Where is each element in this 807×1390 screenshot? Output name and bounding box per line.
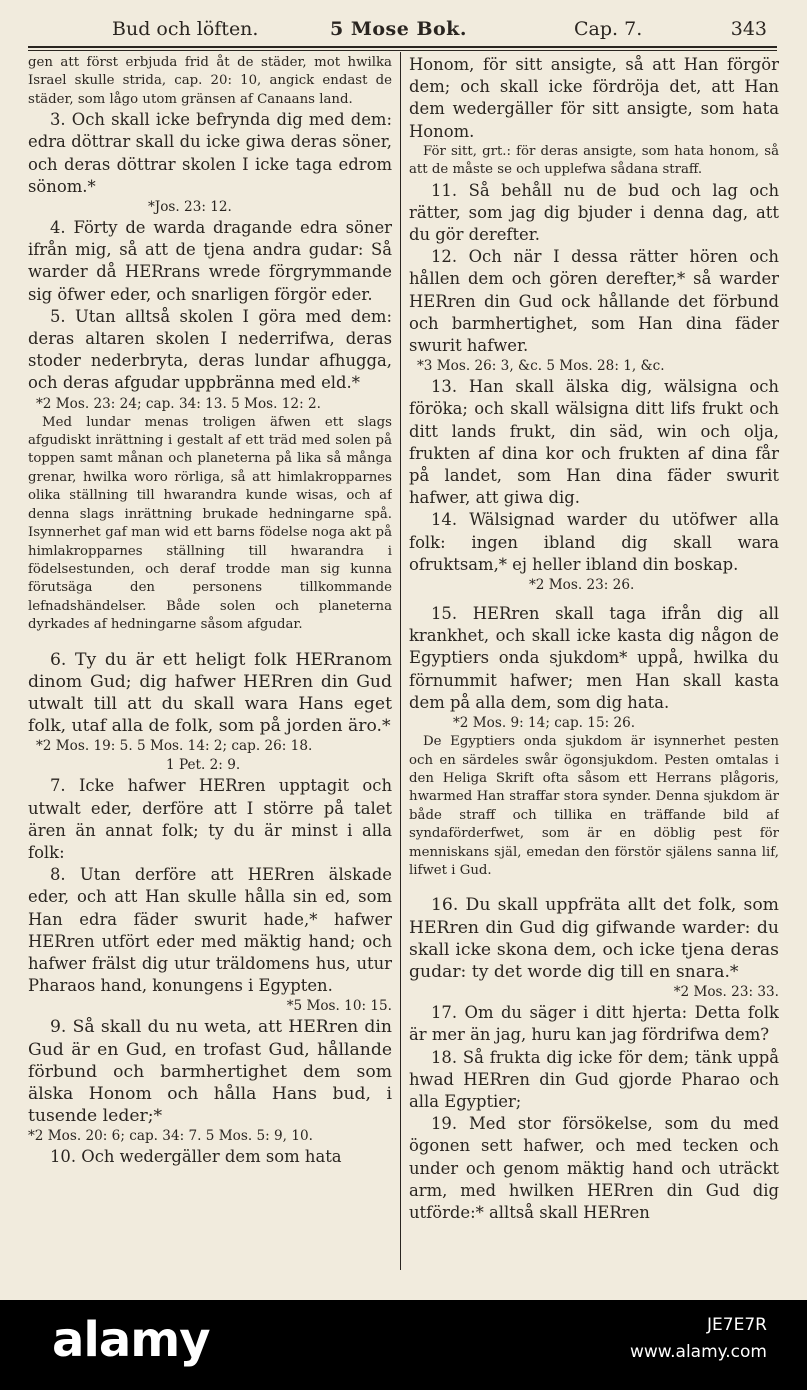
verse-11: 11. Så behåll nu de bud och lag och rätter, som jag dig bjuder i denna dag, att du gör derefter. (409, 180, 779, 245)
verse-14: 14. Wälsignad warder du utöfwer alla folk: ingen ibland dig skall wara ofruktsam,* ej heller ibland din boskap. (409, 510, 779, 574)
verse-9: 9. Så skall du nu weta, att HERren din Gud är en Gud, en trofast Gud, hållande förbund och barmhertighet dem som älska Honom och hålla Hans bud, i tusende leder;* (28, 1017, 392, 1127)
verse-16-reference: *2 Mos. 23: 33. (673, 984, 779, 1001)
verse-15-reference: *2 Mos. 9: 14; cap. 15: 26. (453, 715, 636, 732)
verse-17: 17. Om du säger i ditt hjerta: Detta folk är mer än jag, huru kan jag fördrifwa dem? (409, 1003, 779, 1045)
watermark-image-id: JE7E7R (707, 1315, 767, 1335)
header-chapter: Cap. 7. (574, 18, 643, 40)
verse-10-start: 10. Och wedergäller dem som hata (50, 1147, 342, 1167)
verse-7: 7. Icke hafwer HERren upptagit och utwalt eder, derföre att I större på talet ären än annat folk; ty du är minst i alla folk: (28, 776, 392, 862)
verse-6: 6. Ty du är ett heligt folk HERranom dinom Gud; dig hafwer HERren din Gud utwalt till att du skall wara Hans eget folk, utaf alla de folk, som på jorden äro.* (28, 649, 392, 737)
verse-12-reference: *3 Mos. 26: 3, &c. 5 Mos. 28: 1, &c. (417, 358, 665, 375)
verse-18: 18. Så frukta dig icke för dem; tänk uppå hwad HERren din Gud gjorde Pharao och alla Egyptier; (409, 1047, 779, 1111)
header-book-title: 5 Mose Bok. (330, 18, 467, 40)
verse-6-reference-1: *2 Mos. 19: 5. 5 Mos. 14: 2; cap. 26: 18. (36, 738, 313, 755)
left-column (28, 54, 392, 1274)
verse-5: 5. Utan alltså skolen I göra med dem: deras altaren skolen I nederrifwa, deras stoder nederbryta, deras lundar afhugga, och deras afgudar uppbränna med eld.* (28, 306, 392, 393)
header-left-title: Bud och löften. (112, 18, 259, 40)
alamy-logo: alamy (52, 1312, 210, 1368)
verse-13: 13. Han skall älska dig, wälsigna och föröka; och skall wälsigna ditt lifs frukt och ditt lands frukt, din säd, win och olja, frukten af dina kor och frukten af dina får på landet, som Han dina fäder swurit hafwer, att giwa dig. (409, 377, 779, 508)
verse-12: 12. Och när I dessa rätter hören och hållen dem och gören derefter,* så warder HERren din Gud ock hållande det förbund och barmhertighet, som Han dina fäder swurit hafwer. (409, 247, 779, 356)
verse-3: 3. Och skall icke befrynda dig med dem: edra döttrar skall du icke giwa deras söner, och deras döttrar skolen I icke taga edrom sönom.* (28, 110, 392, 196)
watermark-url: www.alamy.com (629, 1342, 767, 1362)
verse-3-reference: *Jos. 23: 12. (148, 199, 232, 216)
page-number: 343 (730, 18, 767, 40)
verse-5-commentary: Med lundar menas troligen äfwen ett slags afgudiskt inrättning i gestalt af ett träd med solen på toppen samt månan och planeterna på lika så många grenar, hwilka woro rörliga, så att himlakropparnes olika ställning till hwarandra kunde wisas, och af denna slags inrättning brukade hedningarne spå. Isynnerhet gaf man wid ett barns födelse noga akt på himlakropparnes ställning till hwarandra i födelsestunden, och deraf trodde man sig kunna förutsäga den personens tillkommande lefnadshändelser. Både solen och planeterna dyrkades af hedningarne såsom afgudar. (28, 414, 392, 633)
verse-9-reference: *2 Mos. 20: 6; cap. 34: 7. 5 Mos. 5: 9, 10. (28, 1128, 313, 1145)
verse-6-reference-2: 1 Pet. 2: 9. (166, 757, 241, 774)
verse-8: 8. Utan derföre att HERren älskade eder, och att Han skulle hålla sin ed, som Han edra fäder swurit hade,* hafwer HERren utfört eder med mäktig hand; och hafwer frälst dig utur träldomens hus, utur Pharaos hand, konungens i Egypten. (28, 865, 392, 996)
column-divider (400, 52, 401, 1270)
verse-4: 4. Förty de warda dragande edra söner ifrån mig, så att de tjena andra gudar: Så warder då HERrans wrede förgrymmande sig öfwer eder, och snarligen förgör eder. (28, 218, 392, 304)
header-rule-thin (28, 50, 777, 51)
verse-10-continued: Honom, för sitt ansigte, så att Han förgör dem; och skall icke fördröja det, att Han dem wedergäller för sitt ansigte, som hata Honom. (409, 55, 779, 141)
verse-15: 15. HERren skall taga ifrån dig all krankhet, och skall icke kasta dig någon de Egyptiers onda sjukdom* uppå, hwilka du förnummit hafwer; men Han skall kasta dem på alla dem, som dig hata. (409, 604, 779, 712)
verse-16: 16. Du skall uppfräta allt det folk, som HERren din Gud dig gifwande warder: du skall icke skona dem, och icke tjena deras gudar: ty det worde dig till en snara.* (409, 895, 779, 982)
header-rule-thick (28, 46, 777, 48)
intro-note: gen att först erbjuda frid åt de städer, mot hwilka Israel skulle strida, cap. 20: 10, angick endast de städer, som lågo utom gränsen af Canaans land. (28, 55, 392, 107)
verse-15-commentary: De Egyptiers onda sjukdom är isynnerhet pesten och en särdeles swår ögonsjukdom. Pesten omtalas i den Heliga Skrift ofta såsom ett Herrans plågoris, hwarmed Han straffar stora synder. Denna sjukdom är både straff och tillika en träffande bild af syndaförderfwet, som är en döblig pest för menniskans själ, emedan den förstör själens sanna lif, lifwet i Gud. (409, 734, 779, 878)
verse-10-commentary: För sitt, grt.: för deras ansigte, som hata honom, så att de måste se och upplefwa sådana straff. (409, 143, 779, 178)
verse-5-reference: *2 Mos. 23: 24; cap. 34: 13. 5 Mos. 12: 2. (36, 395, 321, 412)
verse-8-reference: *5 Mos. 10: 15. (286, 998, 392, 1015)
verse-14-reference: *2 Mos. 23: 26. (529, 577, 635, 594)
verse-19: 19. Med stor försökelse, som du med ögonen sett hafwer, och med tecken och under och genom mäktig hand och uträckt arm, med hwilken HERren din Gud dig utförde:* alltså skall HERren (409, 1114, 779, 1222)
running-header (28, 16, 777, 46)
right-column (409, 54, 779, 1274)
